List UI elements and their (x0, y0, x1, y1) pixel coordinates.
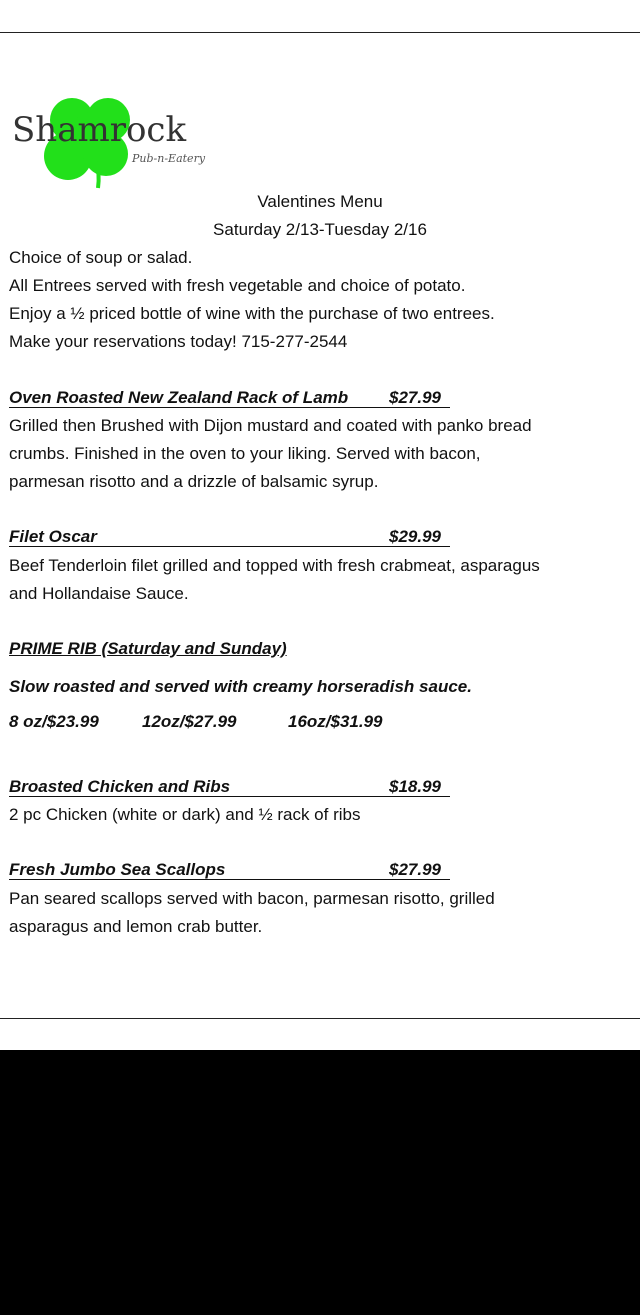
menu-title: Valentines Menu (257, 192, 383, 211)
shamrock-logo (8, 92, 228, 192)
heading-underline (9, 796, 450, 797)
item-name-prime-rib: PRIME RIB (Saturday and Sunday) (9, 639, 287, 658)
bottom-divider (0, 1018, 640, 1019)
intro-line: Make your reservations today! 715-277-2544 (9, 332, 348, 351)
intro-line: All Entrees served with fresh vegetable and choice of potato. (9, 276, 466, 295)
item-price-chicken: $18.99 (389, 777, 441, 796)
item-desc-lamb: crumbs. Finished in the oven to your liking. Served with bacon, (9, 444, 481, 463)
item-name-chicken: Broasted Chicken and Ribs (9, 777, 231, 796)
heading-underline (9, 407, 450, 408)
item-price-scallops: $27.99 (389, 860, 441, 879)
item-desc-scallops: asparagus and lemon crab butter. (9, 917, 263, 936)
logo-tagline: Pub-n-Eatery (132, 152, 206, 165)
item-desc-scallops: Pan seared scallops served with bacon, parmesan risotto, grilled (9, 889, 495, 908)
item-desc-filet: and Hollandaise Sauce. (9, 584, 189, 603)
top-divider (0, 32, 640, 33)
item-desc-chicken: 2 pc Chicken (white or dark) and ½ rack of ribs (9, 805, 361, 824)
item-desc-lamb: parmesan risotto and a drizzle of balsamic syrup. (9, 472, 379, 491)
prime-rib-size: 8 oz/$23.99 (9, 712, 99, 731)
item-name-filet: Filet Oscar (9, 527, 97, 546)
intro-line: Enjoy a ½ priced bottle of wine with the purchase of two entrees. (9, 304, 495, 323)
prime-rib-size: 12oz/$27.99 (142, 712, 237, 731)
intro-line: Choice of soup or salad. (9, 248, 193, 267)
prime-rib-size: 16oz/$31.99 (288, 712, 383, 731)
logo-wordmark: Shamrock (12, 110, 187, 150)
item-name-lamb: Oven Roasted New Zealand Rack of Lamb (9, 388, 349, 407)
black-background-area (0, 1050, 640, 1315)
heading-underline (9, 546, 450, 547)
item-desc-prime-rib: Slow roasted and served with creamy horseradish sauce. (9, 677, 472, 696)
heading-underline (9, 879, 450, 880)
item-desc-filet: Beef Tenderloin filet grilled and topped with fresh crabmeat, asparagus (9, 556, 540, 575)
item-price-filet: $29.99 (389, 527, 441, 546)
item-desc-lamb: Grilled then Brushed with Dijon mustard and coated with panko bread (9, 416, 532, 435)
item-name-scallops: Fresh Jumbo Sea Scallops (9, 860, 226, 879)
item-price-lamb: $27.99 (389, 388, 441, 407)
menu-dates: Saturday 2/13-Tuesday 2/16 (213, 220, 427, 239)
